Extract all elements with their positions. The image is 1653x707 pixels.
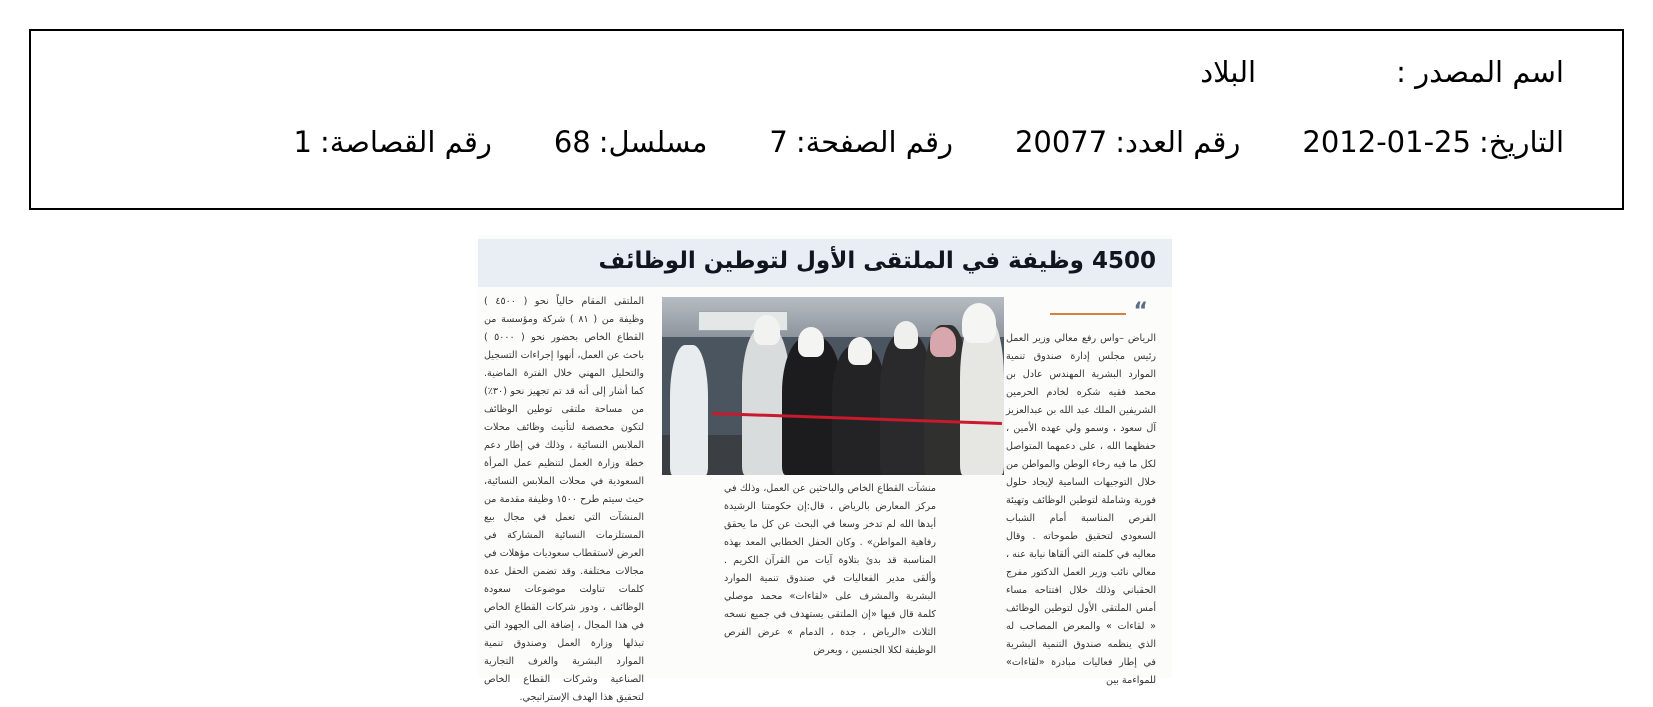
headline-bar xyxy=(478,239,1172,287)
photo-headdress xyxy=(962,303,996,343)
date-label: التاريخ: xyxy=(1478,125,1564,159)
article-column-right: الرياض –واس رفع معالي وزير العمل رئيس مجلس إدارة صندوق تنمية الموارد البشرية المهندس عادل بن محمد فقيه شكره لخادم الحرمين الشريفين الملك عبد الله بن عبدالعزيز آل سعود ، وسمو ولي عهده الأمين ، حفظهما الله ، على دعمهما المتواصل لكل ما فيه رخاء الوطن والمواطن من خلال التوجيهات السامية لإيجاد حلول فورية وشاملة لتوطين الوظائف وتهيئة الفرص المناسبة أمام الشباب السعودي لتحقيق طموحاته . وقال معاليه في كلمته التي ألقاها نيابة عنه ، معالي نائب وزير العمل الدكتور مفرج الحقباني وذلك خلال افتتاحه مساء أمس الملتقى الأول لتوطين الوظائف « لقاءات » والمعرض المصاحب له الذي ينظمه صندوق التنمية البشرية في إطار فعاليات مبادرة «لقاءات» للمواءمة بين xyxy=(1006,333,1156,686)
photo-headdress xyxy=(894,321,918,349)
issue-label: رقم العدد: xyxy=(1115,125,1241,159)
article-column-left: الملتقى المقام حالياً نحو ( ٤٥٠٠ ) وظيفة من ( ٨١ ) شركة ومؤسسة من القطاع الخاص بحضور نحو ( ٥٠٠٠ ) باحث عن العمل، أنهوا إجراءات التسجيل والتحليل المهني خلال الفترة الماضية. كما أشار إلى أنه قد تم تجهيز نحو (٣٠٪) من مساحة ملتقى توطين الوظائف لتكون مخصصة لتأنيث وظائف محلات الملابس النسائية ، وذلك في إطار دعم خطة وزارة العمل لتنظيم عمل المرأة السعودية في محلات الملابس النسائية، حيث سيتم طرح ١٥٠٠ وظيفة مقدمة من المنشآت التي تعمل في مجال بيع المستلزمات النسائية المشاركة في العرض لاستقطاب سعوديات مؤهلات في مجالات مختلفة. وقد تضمن الحفل عدة كلمات تناولت موضوعات سعودة الوظائف ، ودور شركات القطاع الخاص في هذا المجال ، إضافة الى الجهود التي تبذلها وزارة العمل وصندوق تنمية الموارد البشرية والغرف التجارية الصناعية وشركات القطاع الخاص لتحقيق هذا الهدف الإستراتيجي. xyxy=(484,296,645,703)
clip-label: رقم القصاصة: xyxy=(319,125,492,159)
serial-label: مسلسل: xyxy=(598,125,708,159)
date-value: 2012-01-25 xyxy=(1302,125,1471,159)
quote-divider xyxy=(1050,313,1126,315)
article-headline: 4500 وظيفة في الملتقى الأول لتوطين الوظائف xyxy=(598,248,1156,274)
newspaper-clipping xyxy=(478,235,1172,703)
article-column-middle: منشآت القطاع الخاص والباحثين عن العمل، وذلك في مركز المعارض بالرياض ، قال:إن حكومتنا الرشيدة أيدها الله لم تدخر وسعا في البحث عن كل ما يحقق رفاهية المواطن» . وكان الحفل الخطابي المعد بهذه المناسبة قد بدئ بتلاوة آيات من القرآن الكريم . وألقى مدير الفعاليات في صندوق تنمية الموارد البشرية والمشرف على «لقاءات» محمد موصلي كلمة قال فيها «إن الملتقى يستهدف في جميع نسخه الثلاث «الرياض ، جدة ، الدمام » عرض الفرص الوظيفة لكلا الجنسين ، ويعرض xyxy=(724,483,936,656)
source-value: البلاد xyxy=(1200,55,1257,89)
serial-value: 68 xyxy=(553,125,591,159)
clip-value: 1 xyxy=(293,125,312,159)
article-photo xyxy=(662,297,1004,475)
photo-headdress xyxy=(754,315,780,345)
source-info-box xyxy=(29,29,1624,210)
quote-mark-icon: “ xyxy=(1133,299,1148,324)
source-row xyxy=(1200,55,1564,89)
page-label: رقم الصفحة: xyxy=(795,125,953,159)
source-label: اسم المصدر : xyxy=(1396,55,1564,89)
page-value: 7 xyxy=(769,125,788,159)
photo-headdress xyxy=(848,337,872,365)
photo-headdress xyxy=(930,327,956,357)
issue-value: 20077 xyxy=(1014,125,1108,159)
photo-person xyxy=(670,345,708,475)
details-row xyxy=(294,125,1565,159)
photo-headdress xyxy=(798,327,824,357)
